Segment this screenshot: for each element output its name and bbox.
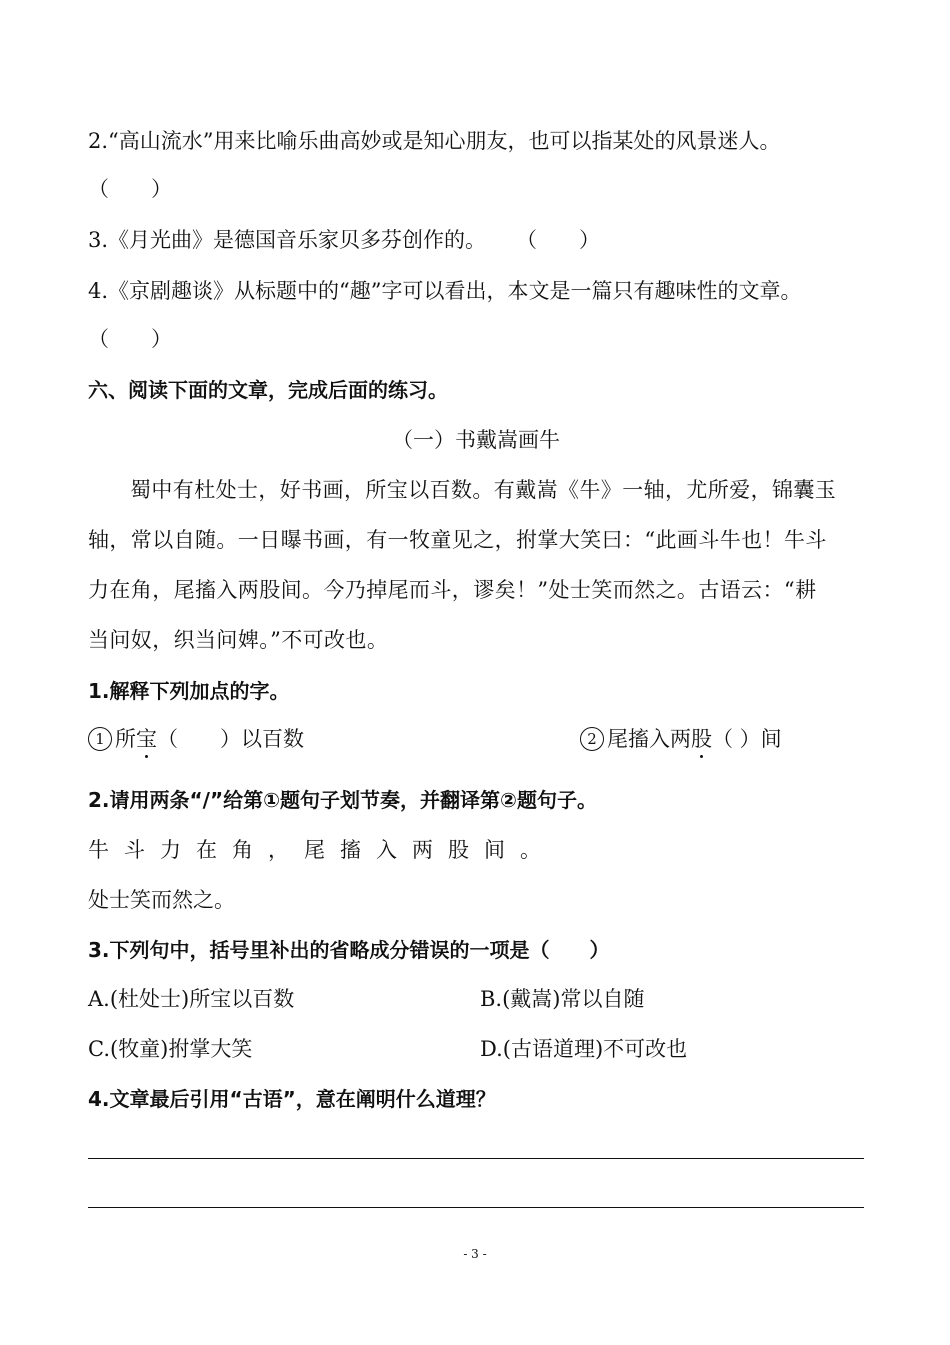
judge-blank-2: （ ） <box>88 177 172 201</box>
question-3-row-1 <box>88 984 864 1014</box>
article-line-4: 当问奴，织当问婢。”不可改也。 <box>88 628 389 652</box>
option-a: A.(杜处士)所宝以百数 <box>88 987 295 1011</box>
dotted-char: 股 <box>691 724 712 754</box>
judge-blank-4: （ ） <box>88 327 172 351</box>
page-number: - 3 - <box>463 1247 487 1261</box>
judge-question-3: 3.《月光曲》是德国音乐家贝多芬创作的。 （ ） <box>88 228 601 252</box>
judge-blank-3: （ ） <box>516 228 601 252</box>
option-b: B.(戴嵩)常以自随 <box>480 987 645 1011</box>
article-line-1: 蜀中有杜处士，好书画，所宝以百数。有戴嵩《牛》一轴，尤所爱，锦囊玉 <box>130 478 837 502</box>
dotted-char: 宝 <box>136 724 157 754</box>
article-line-2: 轴，常以自随。一日曝书画，有一牧童见之，拊掌大笑曰：“此画斗牛也！牛斗 <box>88 528 827 552</box>
question-1-item-1: 1 所宝（ ）以百数 <box>88 727 304 751</box>
question-2-title: 2.请用两条“/”给第①题句子划节奏，并翻译第②题句子。 <box>88 788 597 812</box>
circled-number: 2 <box>580 727 604 751</box>
question-2-sentence-1: 牛斗力在角，尾搐入两股间。 <box>88 838 556 862</box>
circled-number: 1 <box>88 727 112 751</box>
question-1-items <box>88 724 864 754</box>
question-4-title: 4.文章最后引用“古语”，意在阐明什么道理？ <box>88 1087 496 1111</box>
answer-line-1[interactable] <box>88 1158 864 1159</box>
judge-question-4: 4.《京剧趣谈》从标题中的“趣”字可以看出，本文是一篇只有趣味性的文章。 <box>88 279 802 303</box>
question-3-row-2 <box>88 1034 864 1064</box>
question-1-item-2: 2 尾搐入两股（ ）间 <box>580 724 782 754</box>
judge-question-2: 2.“高山流水”用来比喻乐曲高妙或是知心朋友，也可以指某处的风景迷人。 <box>88 129 781 153</box>
option-c: C.(牧童)拊掌大笑 <box>88 1037 253 1061</box>
article-line-3: 力在角，尾搐入两股间。今乃掉尾而斗，谬矣！”处士笑而然之。古语云：“耕 <box>88 578 817 602</box>
option-d: D.(古语道理)不可改也 <box>480 1037 688 1061</box>
question-2-sentence-2: 处士笑而然之。 <box>88 888 235 912</box>
question-1-title: 1.解释下列加点的字。 <box>88 679 290 703</box>
section-heading: 六、阅读下面的文章，完成后面的练习。 <box>88 378 448 402</box>
article-title: （一）书戴嵩画牛 <box>392 428 560 452</box>
question-3-title: 3.下列句中，括号里补出的省略成分错误的一项是（ ） <box>88 938 610 962</box>
answer-line-2[interactable] <box>88 1207 864 1208</box>
